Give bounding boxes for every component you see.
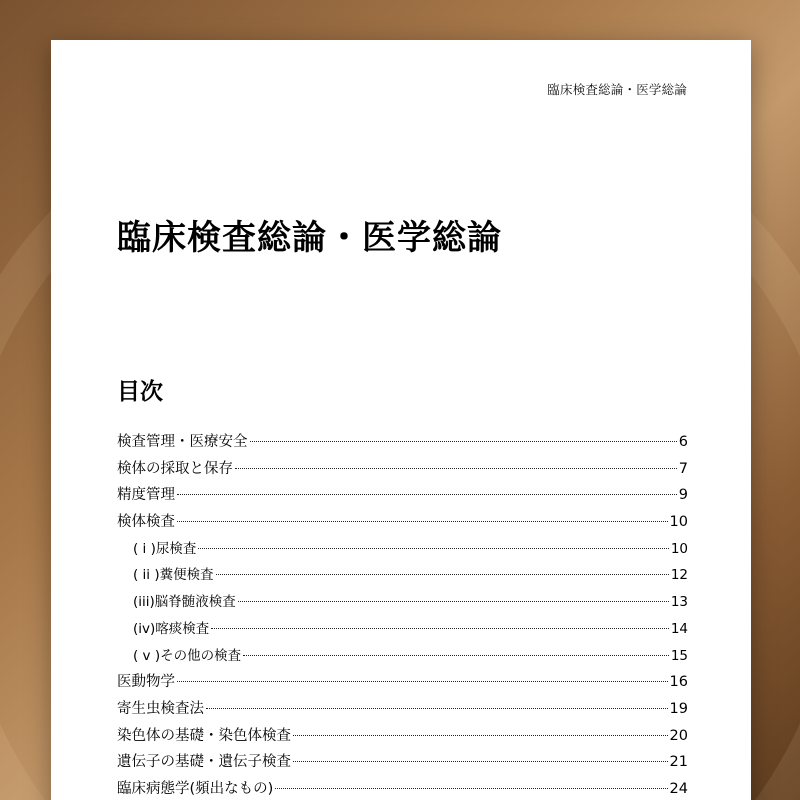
- toc-entry-page: 24: [669, 780, 688, 797]
- toc-entry-page: 12: [670, 567, 688, 584]
- toc-entry[interactable]: [117, 457, 688, 484]
- toc-entry[interactable]: [117, 430, 688, 457]
- running-head: 臨床検査総論・医学総論: [547, 82, 687, 97]
- toc-entry[interactable]: [117, 483, 688, 510]
- toc-entry-label: 医動物学: [117, 674, 175, 691]
- toc-entry-label: 臨床病態学(頻出なもの): [117, 780, 274, 797]
- toc-leader: [238, 601, 669, 602]
- toc-entry-label: 精度管理: [117, 487, 175, 504]
- toc-leader: [177, 494, 677, 495]
- toc-entry-label: (iv)喀痰検査: [133, 620, 210, 637]
- toc-leader: [293, 761, 668, 762]
- toc-entry-label: ( v )その他の検査: [133, 647, 242, 664]
- document-page: [51, 40, 751, 800]
- toc-entry-page: 19: [669, 700, 688, 717]
- toc-leader: [216, 574, 669, 575]
- toc-leader: [293, 735, 668, 736]
- toc-leader: [243, 655, 669, 656]
- toc-entry-page: 6: [678, 434, 688, 450]
- toc-entry-label: 検体検査: [117, 514, 175, 531]
- toc-entry-page: 14: [670, 620, 688, 637]
- toc-entry[interactable]: [117, 777, 688, 800]
- toc-leader: [250, 441, 677, 442]
- toc-leader: [235, 468, 677, 469]
- toc-entry-label: (iii)脳脊髄液検査: [133, 594, 236, 611]
- toc-entry-page: 9: [678, 487, 688, 504]
- toc-entry-label: ( ii )糞便検査: [133, 567, 214, 584]
- toc-leader: [177, 681, 668, 682]
- toc-entry-page: 7: [678, 460, 688, 477]
- document-title: 臨床検査総論・医学総論: [117, 218, 502, 258]
- toc-entry[interactable]: [117, 750, 688, 777]
- toc-leader: [206, 708, 668, 709]
- toc-entry-label: 染色体の基礎・染色体検査: [117, 727, 291, 744]
- toc-entry-page: 13: [670, 594, 688, 611]
- toc-heading: 目次: [117, 379, 163, 405]
- toc-entry-label: 検体の採取と保存: [117, 460, 233, 477]
- toc-subentry[interactable]: [117, 617, 688, 644]
- table-of-contents: [117, 430, 688, 800]
- toc-entry-label: 寄生虫検査法: [117, 700, 204, 717]
- toc-leader: [275, 788, 667, 789]
- toc-entry-page: 16: [669, 674, 688, 691]
- toc-entry[interactable]: [117, 724, 688, 751]
- toc-subentry[interactable]: [117, 537, 688, 564]
- toc-leader: [211, 628, 669, 629]
- toc-entry-page: 10: [669, 514, 688, 531]
- toc-entry[interactable]: [117, 670, 688, 697]
- toc-entry-page: 15: [670, 647, 688, 664]
- toc-subentry[interactable]: [117, 644, 688, 671]
- toc-entry-page: 21: [669, 754, 688, 771]
- toc-leader: [177, 521, 668, 522]
- toc-entry-label: ( i )尿検査: [133, 540, 197, 557]
- toc-entry-label: 遺伝子の基礎・遺伝子検査: [117, 754, 291, 771]
- toc-entry-page: 20: [669, 727, 688, 744]
- toc-leader: [198, 548, 668, 549]
- toc-subentry[interactable]: [117, 563, 688, 590]
- toc-entry[interactable]: [117, 697, 688, 724]
- toc-entry-label: 検査管理・医療安全: [117, 434, 248, 450]
- toc-subentry[interactable]: [117, 590, 688, 617]
- toc-entry-page: 10: [670, 540, 688, 557]
- toc-entry[interactable]: [117, 510, 688, 537]
